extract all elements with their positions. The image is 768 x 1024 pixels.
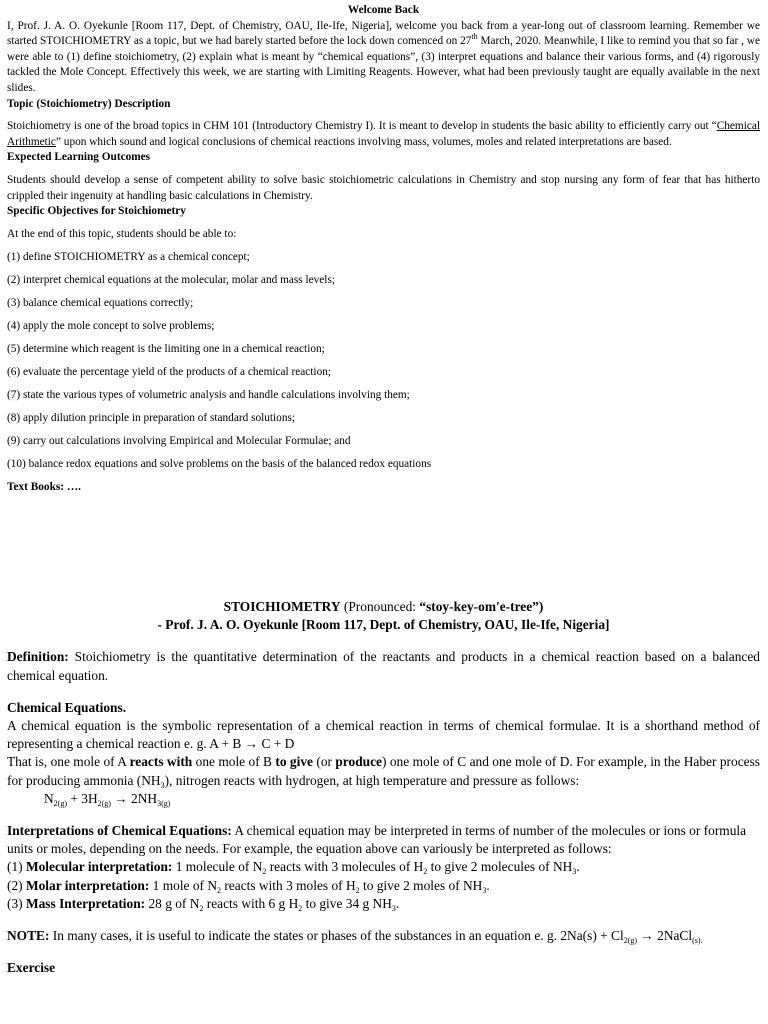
objective-item: (8) apply dilution principle in preparation of standard solutions; — [7, 411, 296, 424]
objective-item: (1) define STOICHIOMETRY as a chemical concept; — [7, 250, 250, 263]
objective-item: (5) determine which reagent is the limiting one in a chemical reaction; — [7, 342, 325, 355]
exercise-heading: Exercise — [7, 960, 56, 976]
haber-equation: $N_{2(g)} + 3H_{2(g)} \to 2NH_{3(g)}$ — [44, 790, 171, 808]
outcomes-text: Students should develop a sense of competent ability to solve basic stoichiometric calculations in Chemistry and stop nursing any form of fear that has hitherto crippled their ingenuity at handling basic calculations in Chemistry. — [7, 173, 760, 202]
topic-description: Stoichiometry is one of the broad topics in CHM 101 (Introductory Chemistry I). It is meant to develop in students the basic ability to efficiently carry out “Chemical Arithmetic” upon which sound and logical conclusions of chemical reactions involving mass, volumes, moles and related interpretations are based. — [7, 120, 760, 148]
definition: Definition: Stoichiometry is the quantitative determination of the reactants and products in a chemical reaction based on a balanced chemical equation. — [7, 649, 760, 683]
stoichiometry-section — [7, 598, 760, 977]
objective-item: (7) state the various types of volumetric analysis and handle calculations involving them; — [7, 388, 410, 401]
molar-interpretation: (2) Molar interpretation: 1 mole of $N_2$ reacts with 3 moles of $H_2$ to give 2 moles of $NH_3$. — [7, 877, 490, 895]
interpretations: Interpretations of Chemical Equations: A chemical equation may be interpreted in terms of number of the molecules or ions or formula units or moles, depending on the needs. For example, the equation above can variously be interpreted as follows: — [7, 823, 747, 857]
reaction-explanation: That is, one mole of A reacts with one mole of B to give (or produce) one mole of C and one mole of D. For example, in the Haber process for producing ammonia $(NH_3)$, nitrogen reacts with hydrogen, at high temperature and pressure as follows: — [7, 754, 761, 790]
objective-item: (2) interpret chemical equations at the molecular, molar and mass levels; — [7, 273, 335, 286]
objective-item: (9) carry out calculations involving Empirical and Molecular Formulae; and — [7, 434, 351, 447]
chemical-equations-heading: Chemical Equations. — [7, 699, 127, 715]
welcome-section — [7, 0, 760, 495]
objective-item: (4) apply the mole concept to solve problems; — [7, 319, 215, 332]
objectives-heading: Specific Objectives for Stoichiometry — [7, 205, 186, 218]
objective-item: (6) evaluate the percentage yield of the products of a chemical reaction; — [7, 365, 332, 378]
outcomes-heading: Expected Learning Outcomes — [7, 151, 151, 164]
textbooks-label: Text Books: …. — [7, 480, 81, 493]
mass-interpretation: (3) Mass Interpretation: 28 g of $N_2$ reacts with 6 g $H_2$ to give 34 g $NH_3$. — [7, 895, 400, 913]
objective-item: (3) balance chemical equations correctly; — [7, 296, 194, 309]
welcome-title: Welcome Back — [347, 4, 420, 16]
molecular-interpretation: (1) Molecular interpretation: 1 molecule of $N_2$ reacts with 3 molecules of $H_2$ to give 2 molecules of $NH_3$. — [7, 859, 580, 877]
objective-item: (10) balance redox equations and solve problems on the basis of the balanced redox equations — [7, 457, 432, 470]
topic-heading: Topic (Stoichiometry) Description — [7, 97, 171, 110]
chemical-equations-text: A chemical equation is the symbolic representation of a chemical reaction in terms of chemical formulae. It is a shorthand method of representing a chemical reaction e. g. A + B → C + D — [7, 718, 760, 752]
author-line: - Prof. J. A. O. Oyekunle [Room 117, Dept. of Chemistry, OAU, Ile-Ife, Nigeria] — [157, 617, 610, 633]
stoichiometry-title: STOICHIOMETRY (Pronounced: “stoy-key-om'e-tree”) — [223, 599, 544, 614]
note: NOTE: In many cases, it is useful to indicate the states or phases of the substances in an equation e. g. $2Na(s) + Cl_{2(g)}$ → 2NaCl$_{(s).}$ — [7, 928, 703, 946]
objectives-intro: At the end of this topic, students should be able to: — [7, 227, 237, 240]
welcome-intro: I, Prof. J. A. O. Oyekunle [Room 117, Dept. of Chemistry, OAU, Ile-Ife, Nigeria], welcome you back from a year-long out of classroom learning. Remember we started STOICHIOMETRY as a topic, but we had barely started before the lock down comenced on 27th March, 2020. Meanwhile, I like to remind you that so far , we were able to (1) define stoichiometry, (2) explain what is meant by “chemical equations”, (3) interpret equations and balance their various forms, and (4) rigorously tackled the Mole Concept. Effectively this week, we are starting with Limiting Reagents. However, what had been previously taught are equally available in the next slides. — [7, 19, 760, 94]
